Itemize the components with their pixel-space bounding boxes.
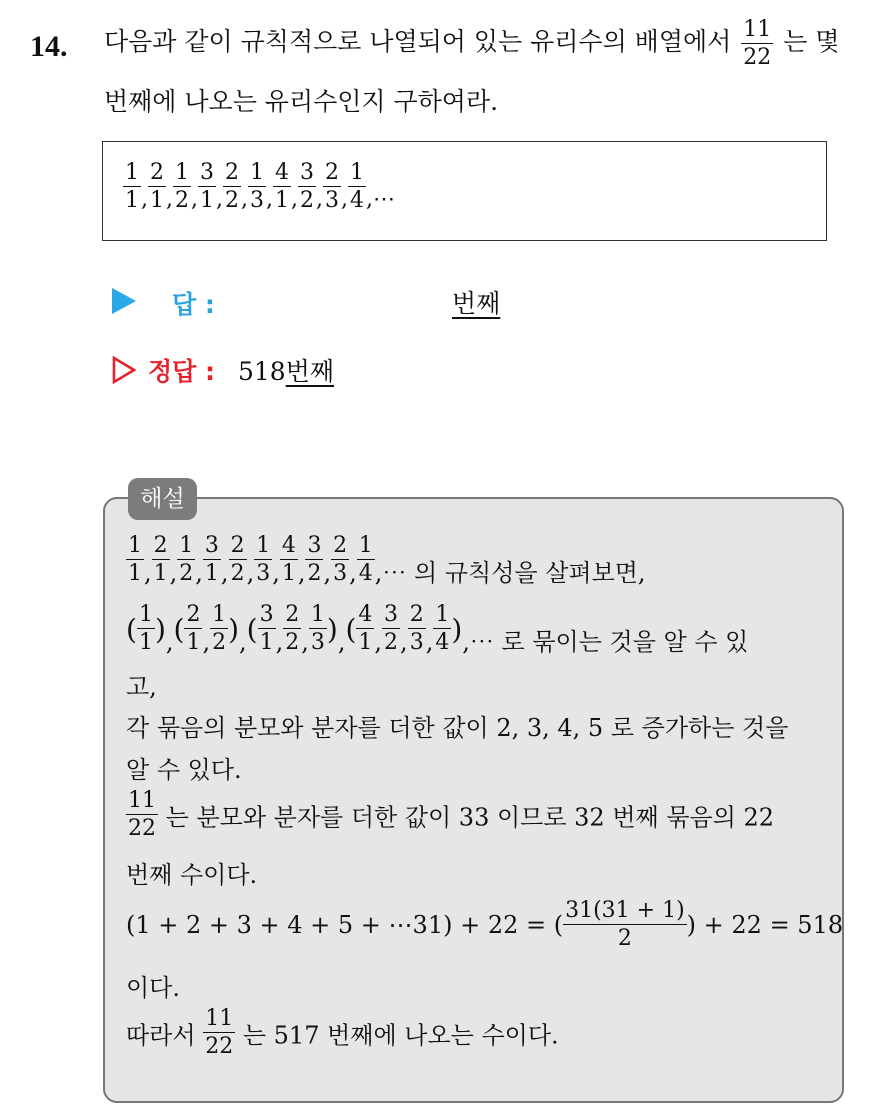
group-fraction bbox=[283, 604, 301, 654]
fraction-numerator: 1 bbox=[435, 602, 450, 627]
fraction-denominator: 1 bbox=[281, 561, 296, 586]
sequence-fraction bbox=[305, 535, 323, 585]
fraction-numerator: 1 bbox=[250, 160, 264, 185]
fraction-numerator: 2 bbox=[186, 602, 201, 627]
comma: , bbox=[144, 558, 152, 587]
explanation-groups bbox=[126, 602, 463, 656]
equation-fraction bbox=[563, 900, 687, 950]
group-open-paren: ( bbox=[345, 612, 357, 646]
fraction-numerator: 11 bbox=[205, 1006, 234, 1031]
fraction-denominator: 3 bbox=[310, 630, 325, 655]
answer-blank-unit: 번째 bbox=[452, 289, 501, 318]
sequence-fraction bbox=[173, 162, 191, 212]
correct-answer-value: 518 bbox=[238, 357, 286, 386]
fraction-denominator: 1 bbox=[186, 630, 201, 655]
group-fraction bbox=[309, 604, 327, 654]
group-fraction bbox=[184, 604, 202, 654]
equation-left: (1 + 2 + 3 + 4 + 5 + ⋯31) + 22 = ( bbox=[126, 911, 564, 939]
explanation-line-6-text: 는 분모와 분자를 더한 값이 33 이므로 32 번째 묶음의 22 bbox=[165, 803, 775, 832]
fraction-denominator: 22 bbox=[205, 1034, 234, 1059]
fraction-denominator: 1 bbox=[200, 188, 214, 213]
group-fraction bbox=[210, 604, 228, 654]
sequence-fraction bbox=[229, 535, 247, 585]
comma: , bbox=[374, 627, 383, 656]
question-text-line-2: 번째에 나오는 유리수인지 구하여라. bbox=[104, 87, 499, 116]
fraction-denominator: 1 bbox=[128, 561, 142, 586]
fraction-numerator: 2 bbox=[150, 160, 164, 185]
explanation-line-1-text: ,⋯ 의 규칙성을 살펴보면, bbox=[374, 558, 646, 587]
fraction-denominator: 2 bbox=[212, 630, 227, 655]
fraction-numerator: 4 bbox=[281, 533, 296, 558]
fraction-numerator: 3 bbox=[307, 533, 322, 558]
fraction-numerator: 1 bbox=[256, 533, 271, 558]
fraction-numerator: 1 bbox=[179, 533, 194, 558]
comma: , bbox=[272, 558, 280, 587]
fraction-denominator: 2 bbox=[285, 630, 300, 655]
fraction-denominator: 2 bbox=[384, 630, 399, 655]
comma: , bbox=[337, 627, 346, 656]
fraction-numerator: 1 bbox=[128, 533, 142, 558]
explanation-line-9: 이다. bbox=[126, 974, 180, 1002]
explanation-line-4: 각 묶음의 분모와 분자를 더한 값이 2, 3, 4, 5 로 증가하는 것을 bbox=[126, 714, 789, 742]
fraction-denominator: 2 bbox=[307, 561, 322, 586]
question-text-after: 는 몇 bbox=[783, 27, 840, 56]
comma: , bbox=[400, 627, 408, 656]
sequence-ellipsis: ,⋯ bbox=[366, 186, 395, 212]
explanation-line-6 bbox=[126, 790, 774, 840]
comma: , bbox=[341, 186, 348, 212]
fraction-numerator: 3 bbox=[300, 160, 314, 185]
comma: , bbox=[191, 186, 198, 212]
fraction-denominator: 4 bbox=[435, 630, 450, 655]
fraction-denominator: 22 bbox=[743, 44, 772, 70]
correct-answer-unit: 번째 bbox=[285, 357, 335, 386]
fraction-denominator: 2 bbox=[300, 188, 314, 213]
group-open-paren: ( bbox=[173, 612, 185, 646]
explanation-sequence bbox=[126, 533, 375, 587]
fraction-numerator: 2 bbox=[230, 533, 245, 558]
comma: , bbox=[216, 186, 223, 212]
comma: , bbox=[241, 186, 248, 212]
fraction-numerator: 11 bbox=[128, 788, 156, 813]
group-fraction bbox=[408, 604, 426, 654]
correct-answer-arrow-icon bbox=[112, 356, 136, 384]
comma: , bbox=[202, 627, 211, 656]
fraction-denominator: 2 bbox=[225, 188, 239, 213]
fraction-numerator: 1 bbox=[350, 160, 364, 185]
correct-answer bbox=[238, 352, 334, 388]
sequence-fraction bbox=[273, 162, 291, 212]
fraction-denominator: 3 bbox=[325, 188, 339, 213]
explanation-line-2 bbox=[126, 604, 748, 657]
comma: , bbox=[166, 186, 173, 212]
comma: , bbox=[323, 558, 332, 587]
explanation-fraction bbox=[126, 790, 158, 840]
sequence-fraction bbox=[148, 162, 166, 212]
explanation-line-3: 고, bbox=[126, 673, 157, 701]
fraction-denominator: 3 bbox=[250, 188, 264, 213]
fraction-numerator: 2 bbox=[285, 602, 300, 627]
fraction-numerator: 1 bbox=[358, 533, 373, 558]
fraction-denominator: 1 bbox=[125, 188, 139, 213]
fraction-numerator: 3 bbox=[384, 602, 399, 627]
fraction-numerator: 2 bbox=[333, 533, 348, 558]
group-open-paren: ( bbox=[126, 612, 137, 646]
fraction-denominator: 3 bbox=[409, 630, 424, 655]
fraction-numerator: 2 bbox=[225, 160, 239, 185]
explanation-fraction-2 bbox=[203, 1008, 235, 1058]
sequence-fraction bbox=[203, 535, 221, 585]
comma: , bbox=[297, 558, 306, 587]
group-close-paren: ) bbox=[326, 612, 338, 646]
fraction-denominator: 3 bbox=[256, 561, 271, 586]
explanation-line-5: 알 수 있다. bbox=[126, 756, 242, 784]
fraction-denominator: 2 bbox=[175, 188, 189, 213]
fraction-denominator: 22 bbox=[128, 816, 156, 841]
sequence-fraction bbox=[254, 535, 272, 585]
comma: , bbox=[275, 627, 284, 656]
sequence-fraction bbox=[323, 162, 341, 212]
fraction-numerator: 1 bbox=[310, 602, 325, 627]
fraction-denominator: 1 bbox=[358, 630, 373, 655]
fraction-denominator: 4 bbox=[358, 561, 373, 586]
sequence-fraction bbox=[280, 535, 298, 585]
sequence-fraction bbox=[357, 535, 375, 585]
fraction-numerator: 3 bbox=[259, 602, 274, 627]
sequence-fraction bbox=[152, 535, 170, 585]
comma: , bbox=[425, 627, 434, 656]
sequence-fraction bbox=[331, 535, 349, 585]
fraction-numerator: 2 bbox=[409, 602, 424, 627]
comma: , bbox=[220, 558, 229, 587]
fraction-denominator: 1 bbox=[275, 188, 289, 213]
group-close-paren: ) bbox=[154, 612, 166, 646]
question-number: 14. bbox=[30, 30, 68, 63]
fraction-numerator: 3 bbox=[204, 533, 219, 558]
explanation-line-1 bbox=[126, 535, 646, 588]
fraction-denominator: 3 bbox=[333, 561, 348, 586]
comma: , bbox=[169, 558, 178, 587]
comma: , bbox=[195, 558, 203, 587]
fraction-denominator: 2 bbox=[230, 561, 245, 586]
explanation-line-2-text: ,⋯ 로 묶이는 것을 알 수 있 bbox=[462, 627, 749, 656]
question-text-line-1 bbox=[104, 12, 839, 72]
comma: , bbox=[165, 627, 174, 656]
fraction-numerator: 2 bbox=[325, 160, 339, 185]
explanation-line-10-before: 따라서 bbox=[126, 1021, 196, 1050]
comma: , bbox=[291, 186, 298, 212]
group-open-paren: ( bbox=[246, 612, 258, 646]
comma: , bbox=[141, 186, 148, 212]
fraction-numerator: 1 bbox=[175, 160, 189, 185]
fraction-numerator: 1 bbox=[212, 602, 227, 627]
equation-right: ) + 22 = 518 bbox=[686, 911, 844, 939]
fraction-denominator: 4 bbox=[350, 188, 364, 213]
sequence-fraction bbox=[198, 162, 216, 212]
explanation-line-10-after: 는 517 번째에 나오는 수이다. bbox=[242, 1021, 559, 1050]
fraction-numerator: 11 bbox=[743, 16, 772, 42]
explanation-line-7: 번째 수이다. bbox=[126, 861, 258, 889]
correct-answer-label: 정답 : bbox=[148, 357, 216, 386]
comma: , bbox=[239, 627, 247, 656]
sequence-fraction bbox=[248, 162, 266, 212]
group-close-paren: ) bbox=[451, 612, 463, 646]
fraction-denominator: 1 bbox=[150, 188, 164, 213]
sequence-fraction bbox=[298, 162, 316, 212]
sequence-box bbox=[102, 141, 827, 241]
explanation-line-10 bbox=[126, 1008, 559, 1058]
explanation-tab: 해설 bbox=[128, 478, 197, 520]
fraction-numerator: 1 bbox=[125, 160, 139, 185]
sequence-fraction bbox=[223, 162, 241, 212]
fraction-numerator: 4 bbox=[275, 160, 289, 185]
group-fraction bbox=[356, 604, 374, 654]
fraction-numerator: 31(31 + 1) bbox=[565, 898, 685, 923]
target-fraction bbox=[741, 16, 773, 70]
fraction-denominator: 1 bbox=[153, 561, 168, 586]
group-fraction bbox=[382, 604, 400, 654]
explanation-equation bbox=[126, 900, 843, 950]
group-fraction bbox=[137, 604, 155, 654]
group-fraction bbox=[258, 604, 276, 654]
sequence-fraction bbox=[123, 162, 141, 212]
sequence-fraction bbox=[177, 535, 195, 585]
fraction-denominator: 1 bbox=[204, 561, 219, 586]
sequence-fraction bbox=[126, 535, 144, 585]
sequence-fraction bbox=[348, 162, 366, 212]
comma: , bbox=[266, 186, 273, 212]
fraction-numerator: 3 bbox=[200, 160, 214, 185]
sequence-row bbox=[123, 162, 395, 212]
fraction-numerator: 2 bbox=[153, 533, 168, 558]
fraction-denominator: 1 bbox=[138, 630, 153, 655]
fraction-numerator: 1 bbox=[138, 602, 153, 627]
answer-arrow-icon bbox=[112, 288, 136, 314]
comma: , bbox=[246, 558, 255, 587]
comma: , bbox=[301, 627, 309, 656]
fraction-denominator: 2 bbox=[179, 561, 194, 586]
group-fraction bbox=[433, 604, 451, 654]
comma: , bbox=[349, 558, 357, 587]
question-text-before: 다음과 같이 규칙적으로 나열되어 있는 유리수의 배열에서 bbox=[104, 27, 732, 56]
fraction-denominator: 1 bbox=[259, 630, 274, 655]
answer-label: 답 : bbox=[172, 290, 215, 319]
fraction-numerator: 4 bbox=[358, 602, 373, 627]
comma: , bbox=[316, 186, 323, 212]
fraction-denominator: 2 bbox=[563, 924, 687, 950]
group-close-paren: ) bbox=[228, 612, 240, 646]
